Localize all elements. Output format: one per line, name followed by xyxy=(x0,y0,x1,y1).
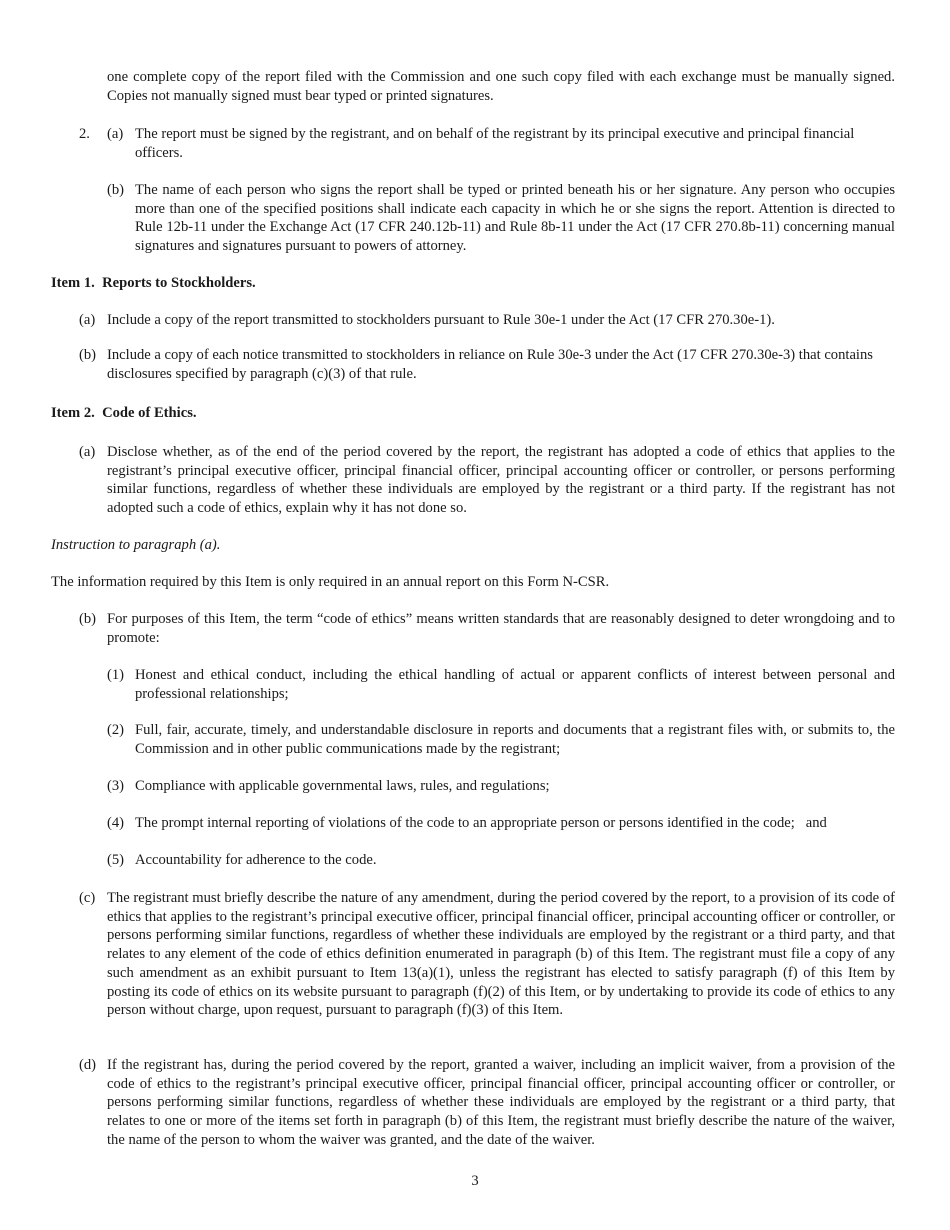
instruction-title: Instruction to paragraph (a). xyxy=(51,537,221,553)
item-2b5-label: (5) xyxy=(107,852,125,868)
instruction-2b-text: The name of each person who signs the report shall be typed or printed beneath his or her signature. Any person who occupies more than one of the specified positions shall indicate each capacity in which he or she signs the report. Attention is directed to Rule 12b-11 under the Exchange Act (17 CFR 240.12b-11) and Rule 8b-11 under the Act (17 CFR 270.8b-11) concerning manual signatures and signatures pursuant to powers of attorney. xyxy=(135,182,895,255)
item-2a-text: Disclose whether, as of the end of the period covered by the report, the registrant has adopted a code of ethics that applies to the registrant’s principal executive officer, principal financial officer, principal accounting officer or controller, or persons performing similar functions, regardless of whether these individuals are employed by the registrant or a third party. If the registrant has not adopted such a code of ethics, explain why it has not done so. xyxy=(107,444,895,517)
item-2b-label: (b) xyxy=(79,611,97,627)
item-2a-label: (a) xyxy=(79,444,96,460)
item-2b-text: For purposes of this Item, the term “code of ethics” means written standards that are reasonably designed to deter wrongdoing and to promote: xyxy=(107,611,895,646)
instruction-2a-text: The report must be signed by the registrant, and on behalf of the registrant by its principal executive and principal financial officers. xyxy=(135,126,855,161)
item-1a-label: (a) xyxy=(79,312,96,328)
item-2b4-label: (4) xyxy=(107,815,125,831)
instruction-2-number: 2. xyxy=(79,126,90,142)
item-2c-text: The registrant must briefly describe the nature of any amendment, during the period covered by the report, to a provision of its code of ethics that applies to the registrant’s principal executive officer, principal financial officer, principal accounting officer or controller, or persons performing similar functions, regardless of whether these individuals are employed by the registrant or a third party, and that relates to any element of the code of ethics definition enumerated in paragraph (b) of this Item. The registrant must file a copy of any such amendment as an exhibit pursuant to Item 13(a)(1), unless the registrant has elected to satisfy paragraph (f) of this Item by posting its code of ethics on its website pursuant to paragraph (f)(2) of this Item, or by undertaking to provide its code of ethics to any person without charge, upon request, pursuant to paragraph (f)(3) of this Item. xyxy=(107,890,895,1019)
item-2d-label: (d) xyxy=(79,1057,97,1073)
item-1-heading: Item 1. Reports to Stockholders. xyxy=(51,275,256,291)
item-1b-text: Include a copy of each notice transmitted to stockholders in reliance on Rule 30e-3 under the Act (17 CFR 270.30e-3) that contains disclosures specified by paragraph (c)(3) of that rule. xyxy=(107,347,873,382)
instruction-2b-label: (b) xyxy=(107,182,125,198)
item-1b-label: (b) xyxy=(79,347,97,363)
item-2c-label: (c) xyxy=(79,890,96,906)
item-2b2-label: (2) xyxy=(107,722,125,738)
item-2b5-text: Accountability for adherence to the code. xyxy=(135,852,377,868)
item-1a-text: Include a copy of the report transmitted to stockholders pursuant to Rule 30e-1 under the Act (17 CFR 270.30e-1). xyxy=(107,312,775,328)
item-2-heading: Item 2. Code of Ethics. xyxy=(51,405,197,421)
item-2d-text: If the registrant has, during the period covered by the report, granted a waiver, including an implicit waiver, from a provision of the code of ethics to the registrant’s principal executive officer, principal financial officer, principal accounting officer or controller, or persons performing similar functions, regardless of whether these individuals are employed by the registrant or a third party, that relates to one or more of the items set forth in paragraph (b) of this Item, the registrant must briefly describe the nature of the waiver, the name of the person to whom the waiver was granted, and the date of the waiver. xyxy=(107,1057,895,1148)
continuation-paragraph: one complete copy of the report filed with the Commission and one such copy filed with each exchange must be manually signed. Copies not manually signed must bear typed or printed signatures. xyxy=(107,69,895,104)
item-2b3-text: Compliance with applicable governmental laws, rules, and regulations; xyxy=(135,778,550,794)
item-2b2-text: Full, fair, accurate, timely, and understandable disclosure in reports and documents that a registrant files with, or submits to, the Commission and in other public communications made by the registrant; xyxy=(135,722,895,757)
instruction-2a-label: (a) xyxy=(107,126,124,142)
instruction-text: The information required by this Item is only required in an annual report on this Form N-CSR. xyxy=(51,574,610,590)
item-2b3-label: (3) xyxy=(107,778,125,794)
item-2b1-label: (1) xyxy=(107,667,125,683)
item-2b1-text: Honest and ethical conduct, including the ethical handling of actual or apparent conflicts of interest between personal and professional relationships; xyxy=(135,667,895,702)
item-2b4-text: The prompt internal reporting of violations of the code to an appropriate person or persons identified in the code; and xyxy=(135,815,827,831)
page-number: 3 xyxy=(471,1173,479,1189)
